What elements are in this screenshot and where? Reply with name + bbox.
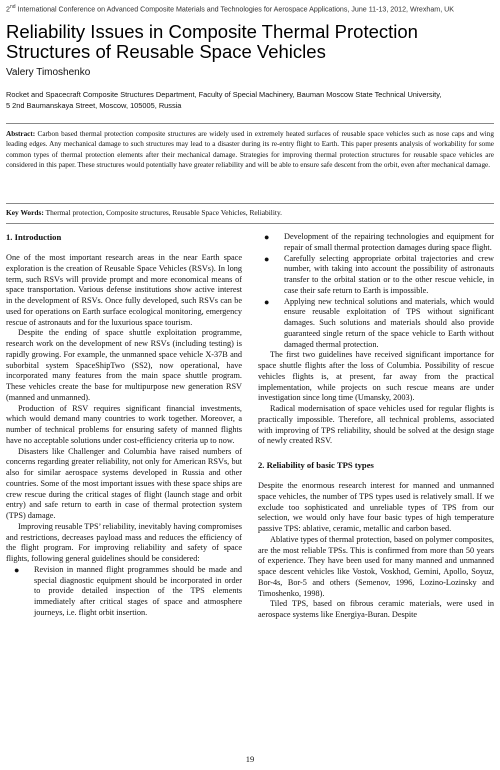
paragraph-intro-3: Production of RSV requires significant financial investments, which would demand many countries to work together. Moreover, a number of technical problems for ensuring safety of manned flights have no acceptable solutions under cost-efficiency criteria up to now. [6, 403, 242, 445]
list-item-text: Revision in manned flight programmes should be made and special diagnostic equipment should be incorporated in order to provide detailed inspection of the TPS elements immediately after critical stages of space and atmosphere journeys, i.e. flight orbit insertion. [34, 564, 242, 617]
guidelines-list-start [6, 565, 242, 619]
paragraph-intro-5: Improving reusable TPS’ reliability, inevitably having compromises and restrictions, decreases payload mass and reduces the efficiency of the flight program. For improving reliability and safety of space flights, following general guidelines should be considered: [6, 521, 242, 563]
bullet-icon: ● [264, 253, 270, 264]
paragraph-ablative: Ablative types of thermal protection, based on polymer composites, are the most reliable TPSs. This is confirmed from more than 50 years of experience. They have been used for many manned and unmanned space descent vehicles like Vostok, Voskhod, Gemini, Apollo, Soyuz, Bor-4s, Bor-5 and others (Semenov, 1996, Lozino-Lozinsky and Timoshenko, 1998). [258, 534, 494, 598]
list-item [14, 564, 242, 619]
list-item [264, 253, 494, 297]
abstract-label: Abstract: [6, 130, 36, 138]
keywords [6, 208, 494, 217]
paragraph-intro-2: Despite the ending of space shuttle exploitation programme, research work on the development of new RSVs (including testing) is rapidly growing. For example, the unmanned space vehicle X-37B and suborbital system SpaceShipTwo (SS2), now operational, have incorporated many features from the main space shuttle program. These vehicles create the base for multipurpose new generation RSV (manned and unmanned). [6, 328, 242, 402]
rule-above-abstract [6, 123, 494, 124]
affiliation-line-2: 5 2nd Baumanskaya Street, Moscow, 105005, Russia [6, 100, 182, 110]
paragraph-modernisation: Radical modernisation of space vehicles used for regular flights is practically impossible. Therefore, all technical problems, associated with improving of TPS reliability, should be solved at the design stage of newly created RSV. [258, 404, 494, 446]
header-text: International Conference on Advanced Composite Materials and Technologies for Aerospace Applications, June 11-13, 2012, Wrexham, UK [15, 5, 455, 14]
list-item [264, 296, 494, 351]
header-ordinal: 2 [6, 5, 10, 14]
rule-below-abstract [6, 203, 494, 204]
list-item-text: Development of the repairing technologies and equipment for repair of small thermal protection damages during space flight. [284, 232, 494, 252]
page-number: 19 [245, 754, 255, 764]
affiliation-line-1: Rocket and Spacecraft Composite Structures Department, Faculty of Special Machinery, Bauman Moscow State Technical University, [6, 90, 442, 99]
keywords-text: Thermal protection, Composite structures, Reusable Space Vehicles, Reliability. [43, 208, 283, 217]
paragraph-tps-types: Despite the enormous research interest for manned and unmanned space vehicles, the number of TPS types used is relatively small. If we exclude too sophisticated and unreliable types of TPS from our selection, we would only have four basic types of high temperature passive TPS: ablative, ceramic, metallic and carbon based. [258, 481, 494, 533]
keywords-label: Key Words: [6, 208, 44, 217]
paragraph-intro-1: One of the most important research areas in the near Earth space exploration is the creation of Reusable Space Vehicles (RSVs). In long term, such RSVs will provide prompt and more economical means of space transportation. Various defense institutions show active interest in the development of RSVs. Once fully developed, such RSVs can be used for operations on Earth surface ecological monitoring, emergency rescue of astronauts and for the luxurious space tourism. [6, 253, 242, 327]
paper-title [6, 22, 486, 62]
abstract-text: Carbon based thermal protection composite structures are widely used in extremely heated surfaces of reusable space vehicles such as nose caps and wing leading edges. Any mechanical damage to such structures may lead to a disaster during its re-entry flight to Earth. This paper presents analysis of workability for some common types of thermal protection elements after their mechanical damage. Strategies for improving thermal protection structures for reusable space vehicles are considered in this paper. These structures would potentially have greater reliability and will be able to ensure safe descent from the orbit, even after mechanical damage. [6, 130, 494, 170]
bullet-icon: ● [264, 296, 270, 307]
abstract [6, 129, 494, 171]
section-2-heading: 2. Reliability of basic TPS types [258, 460, 374, 470]
title-line-1: Reliability Issues in Composite Thermal Protection [6, 21, 418, 42]
list-item [264, 232, 494, 254]
guidelines-list-continued [258, 232, 494, 350]
bullet-icon: ● [264, 232, 270, 242]
paragraph-guidelines-note: The first two guidelines have received significant importance for space shuttle flights after the loss of Columbia. Possibility of rescue vehicles flights is, at present, far away from the practical implementation, while projects on such rescue means are under investigation since long time (Umansky, 2003). [258, 350, 494, 403]
right-column [258, 232, 494, 621]
section-1-heading: 1. Introduction [6, 232, 62, 242]
author-name: Valery Timoshenko [6, 67, 91, 78]
affiliation [6, 90, 494, 111]
section-gap [258, 447, 494, 460]
paragraph-tiled-tps: Tiled TPS, based on fibrous ceramic materials, were used in aerospace systems like Energiya-Buran. Despite [258, 599, 494, 619]
bullet-icon: ● [14, 564, 20, 575]
rule-below-keywords [6, 223, 494, 224]
list-item-text: Applying new technical solutions and materials, which would ensure reusable exploitation of TPS without significant damages. Such solutions and materials should also provide guaranteed single return of the space vehicle to Earth without damaged thermal protection. [284, 296, 494, 349]
conference-header [6, 4, 494, 13]
left-column [6, 232, 242, 619]
paragraph-intro-4: Disasters like Challenger and Columbia have raised numbers of concerns regarding greater reliability, not only for American RSVs, but also for similar aerospace systems developed in Russia and other countries. Some of the most important issues with these space ships are crew rescue during the critical stages of flight (launch stage and orbit entry) and safe return to earth in case of thermal protection system (TPS) damage. [6, 446, 242, 520]
header-ordinal-suffix: nd [9, 4, 16, 10]
title-line-2: Structures of Reusable Space Vehicles [6, 41, 326, 62]
list-item-text: Carefully selecting appropriate orbital trajectories and crew number, with taking into account the possibility of astronauts transfer to the orbital station or to the other rescue vehicle, in case their safe return to Earth is impossible. [284, 253, 494, 295]
